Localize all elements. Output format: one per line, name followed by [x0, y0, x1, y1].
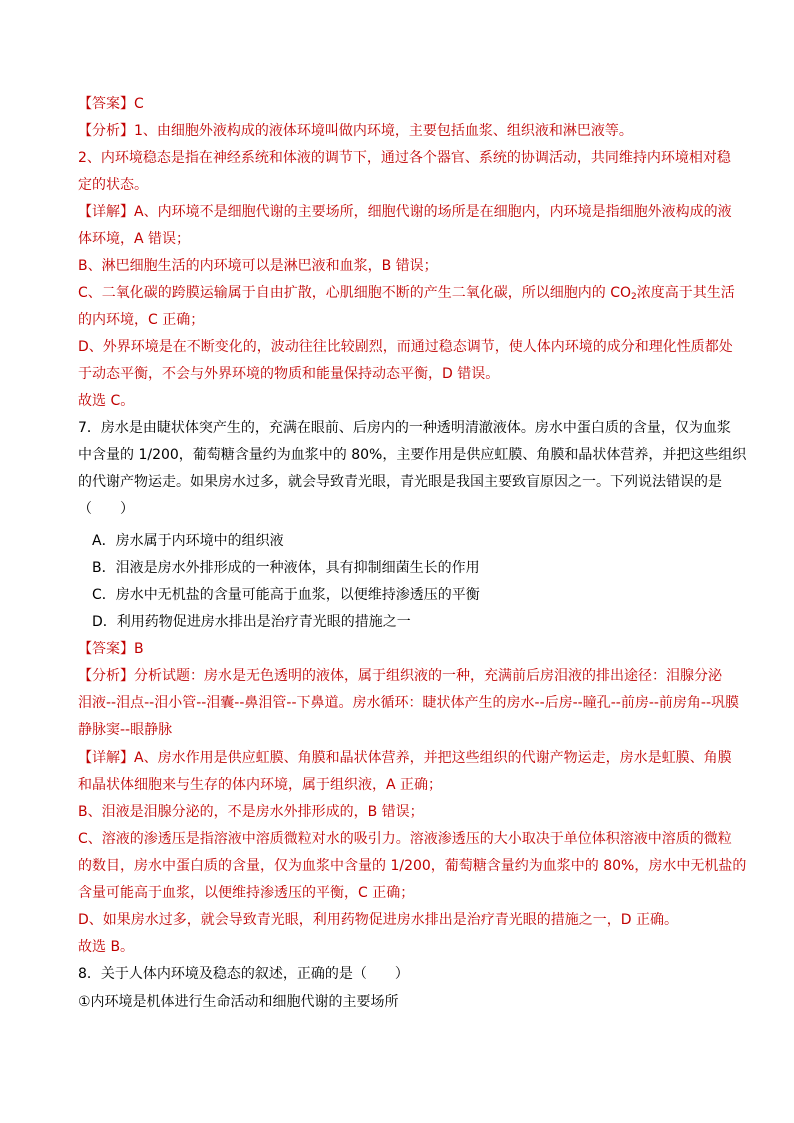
q6-detail-c-pre: C、二氧化碳的跨膜运输属于自由扩散，心肌细胞不断的产生二氧化碳，所以细胞内的 CO — [78, 285, 632, 301]
q7-conclusion: 故选 B。 — [78, 939, 135, 955]
q7-detail-b: B、泪液是泪腺分泌的，不是房水外排形成的，B 错误； — [78, 804, 424, 820]
q7-option-d: D．利用药物促进房水排出是治疗青光眼的措施之一 — [92, 614, 411, 630]
q8-item-1: ①内环境是机体进行生命活动和细胞代谢的主要场所 — [78, 994, 399, 1010]
q7-detail-c-line-3: 含量可能高于血浆，以便维持渗透压的平衡，C 正确； — [78, 885, 415, 901]
q7-detail-c-line-2: 的数目，房水中蛋白质的含量，仅为血浆中含量的 1/200，葡萄糖含量约为血浆中的 80%，房水中无机盐的 — [78, 858, 747, 874]
q7-analysis-line-2: 泪液--泪点--泪小管--泪囊--鼻泪管--下鼻道。房水循环：睫状体产生的房水--后房--瞳孔--前房--前房角--巩膜 — [78, 695, 740, 711]
q6-analysis-line-2: 2、内环境稳态是指在神经系统和体液的调节下，通过各个器官、系统的协调活动，共同维持内环境相对稳 — [78, 150, 731, 166]
q6-analysis-line-1: 【分析】1、由细胞外液构成的液体环境叫做内环境，主要包括血浆、组织液和淋巴液等。 — [78, 123, 633, 139]
co2-subscript: 2 — [631, 292, 637, 302]
q6-conclusion: 故选 C。 — [78, 393, 135, 409]
q6-detail-a-line-2: 体环境，A 错误； — [78, 231, 191, 247]
q7-analysis-line-1: 【分析】分析试题：房水是无色透明的液体，属于组织液的一种，充满前后房泪液的排出途径：泪腺分泌 — [78, 668, 722, 684]
q7-analysis-line-3: 静脉窦--眼静脉 — [78, 722, 173, 738]
q7-detail-c-line-1: C、溶液的渗透压是指溶液中溶质微粒对水的吸引力。溶液渗透压的大小取决于单位体积溶液中溶质的微粒 — [78, 831, 732, 847]
q7-stem-line-1: 7．房水是由睫状体突产生的，充满在眼前、后房内的一种透明清澈液体。房水中蛋白质的含量，仅为血浆 — [78, 420, 731, 436]
q8-stem: 8．关于人体内环境及稳态的叙述，正确的是（ ） — [78, 966, 409, 982]
q7-detail-d: D、如果房水过多，就会导致青光眼，利用药物促进房水排出是治疗青光眼的措施之一，D 正确。 — [78, 912, 679, 928]
q6-analysis-line-3: 定的状态。 — [78, 177, 148, 193]
q7-option-b: B．泪液是房水外排形成的一种液体，具有抑制细菌生长的作用 — [92, 560, 480, 576]
q7-detail-a-line-2: 和晶状体细胞来与生存的体内环境，属于组织液，A 正确； — [78, 777, 443, 793]
q6-detail-d-line-1: D、外界环境是在不断变化的，波动往往比较剧烈，而通过稳态调节，使人体内环境的成分和理化性质都处 — [78, 339, 733, 355]
q7-stem-line-4: （ ） — [78, 501, 134, 517]
q6-detail-d-line-2: 于动态平衡，不会与外界环境的物质和能量保持动态平衡，D 错误。 — [78, 366, 500, 382]
q7-stem-line-2: 中含量的 1/200，葡萄糖含量约为血浆中的 80%，主要作用是供应虹膜、角膜和晶状体营养，并把这些组织 — [78, 447, 747, 463]
q6-detail-c-line-2: 的内环境，C 正确； — [78, 312, 205, 328]
q7-answer: 【答案】B — [78, 641, 144, 657]
q7-stem-line-3: 的代谢产物运走。如果房水过多，就会导致青光眼，青光眼是我国主要致盲原因之一。下列说法错误的是 — [78, 474, 722, 490]
q7-option-a: A．房水属于内环境中的组织液 — [92, 533, 284, 549]
q6-detail-c-line-1 — [78, 283, 735, 303]
q6-detail-c-post: 浓度高于其生活 — [636, 285, 735, 301]
q6-detail-a-line-1: 【详解】A、内环境不是细胞代谢的主要场所，细胞代谢的场所是在细胞内，内环境是指细胞外液构成的液 — [78, 204, 732, 220]
q7-detail-a-line-1: 【详解】A、房水作用是供应虹膜、角膜和晶状体营养，并把这些组织的代谢产物运走，房水是虹膜、角膜 — [78, 750, 732, 766]
q6-detail-b: B、淋巴细胞生活的内环境可以是淋巴液和血浆，B 错误； — [78, 258, 438, 274]
q7-option-c: C．房水中无机盐的含量可能高于血浆，以便维持渗透压的平衡 — [92, 587, 480, 603]
q6-answer: 【答案】C — [78, 96, 144, 112]
